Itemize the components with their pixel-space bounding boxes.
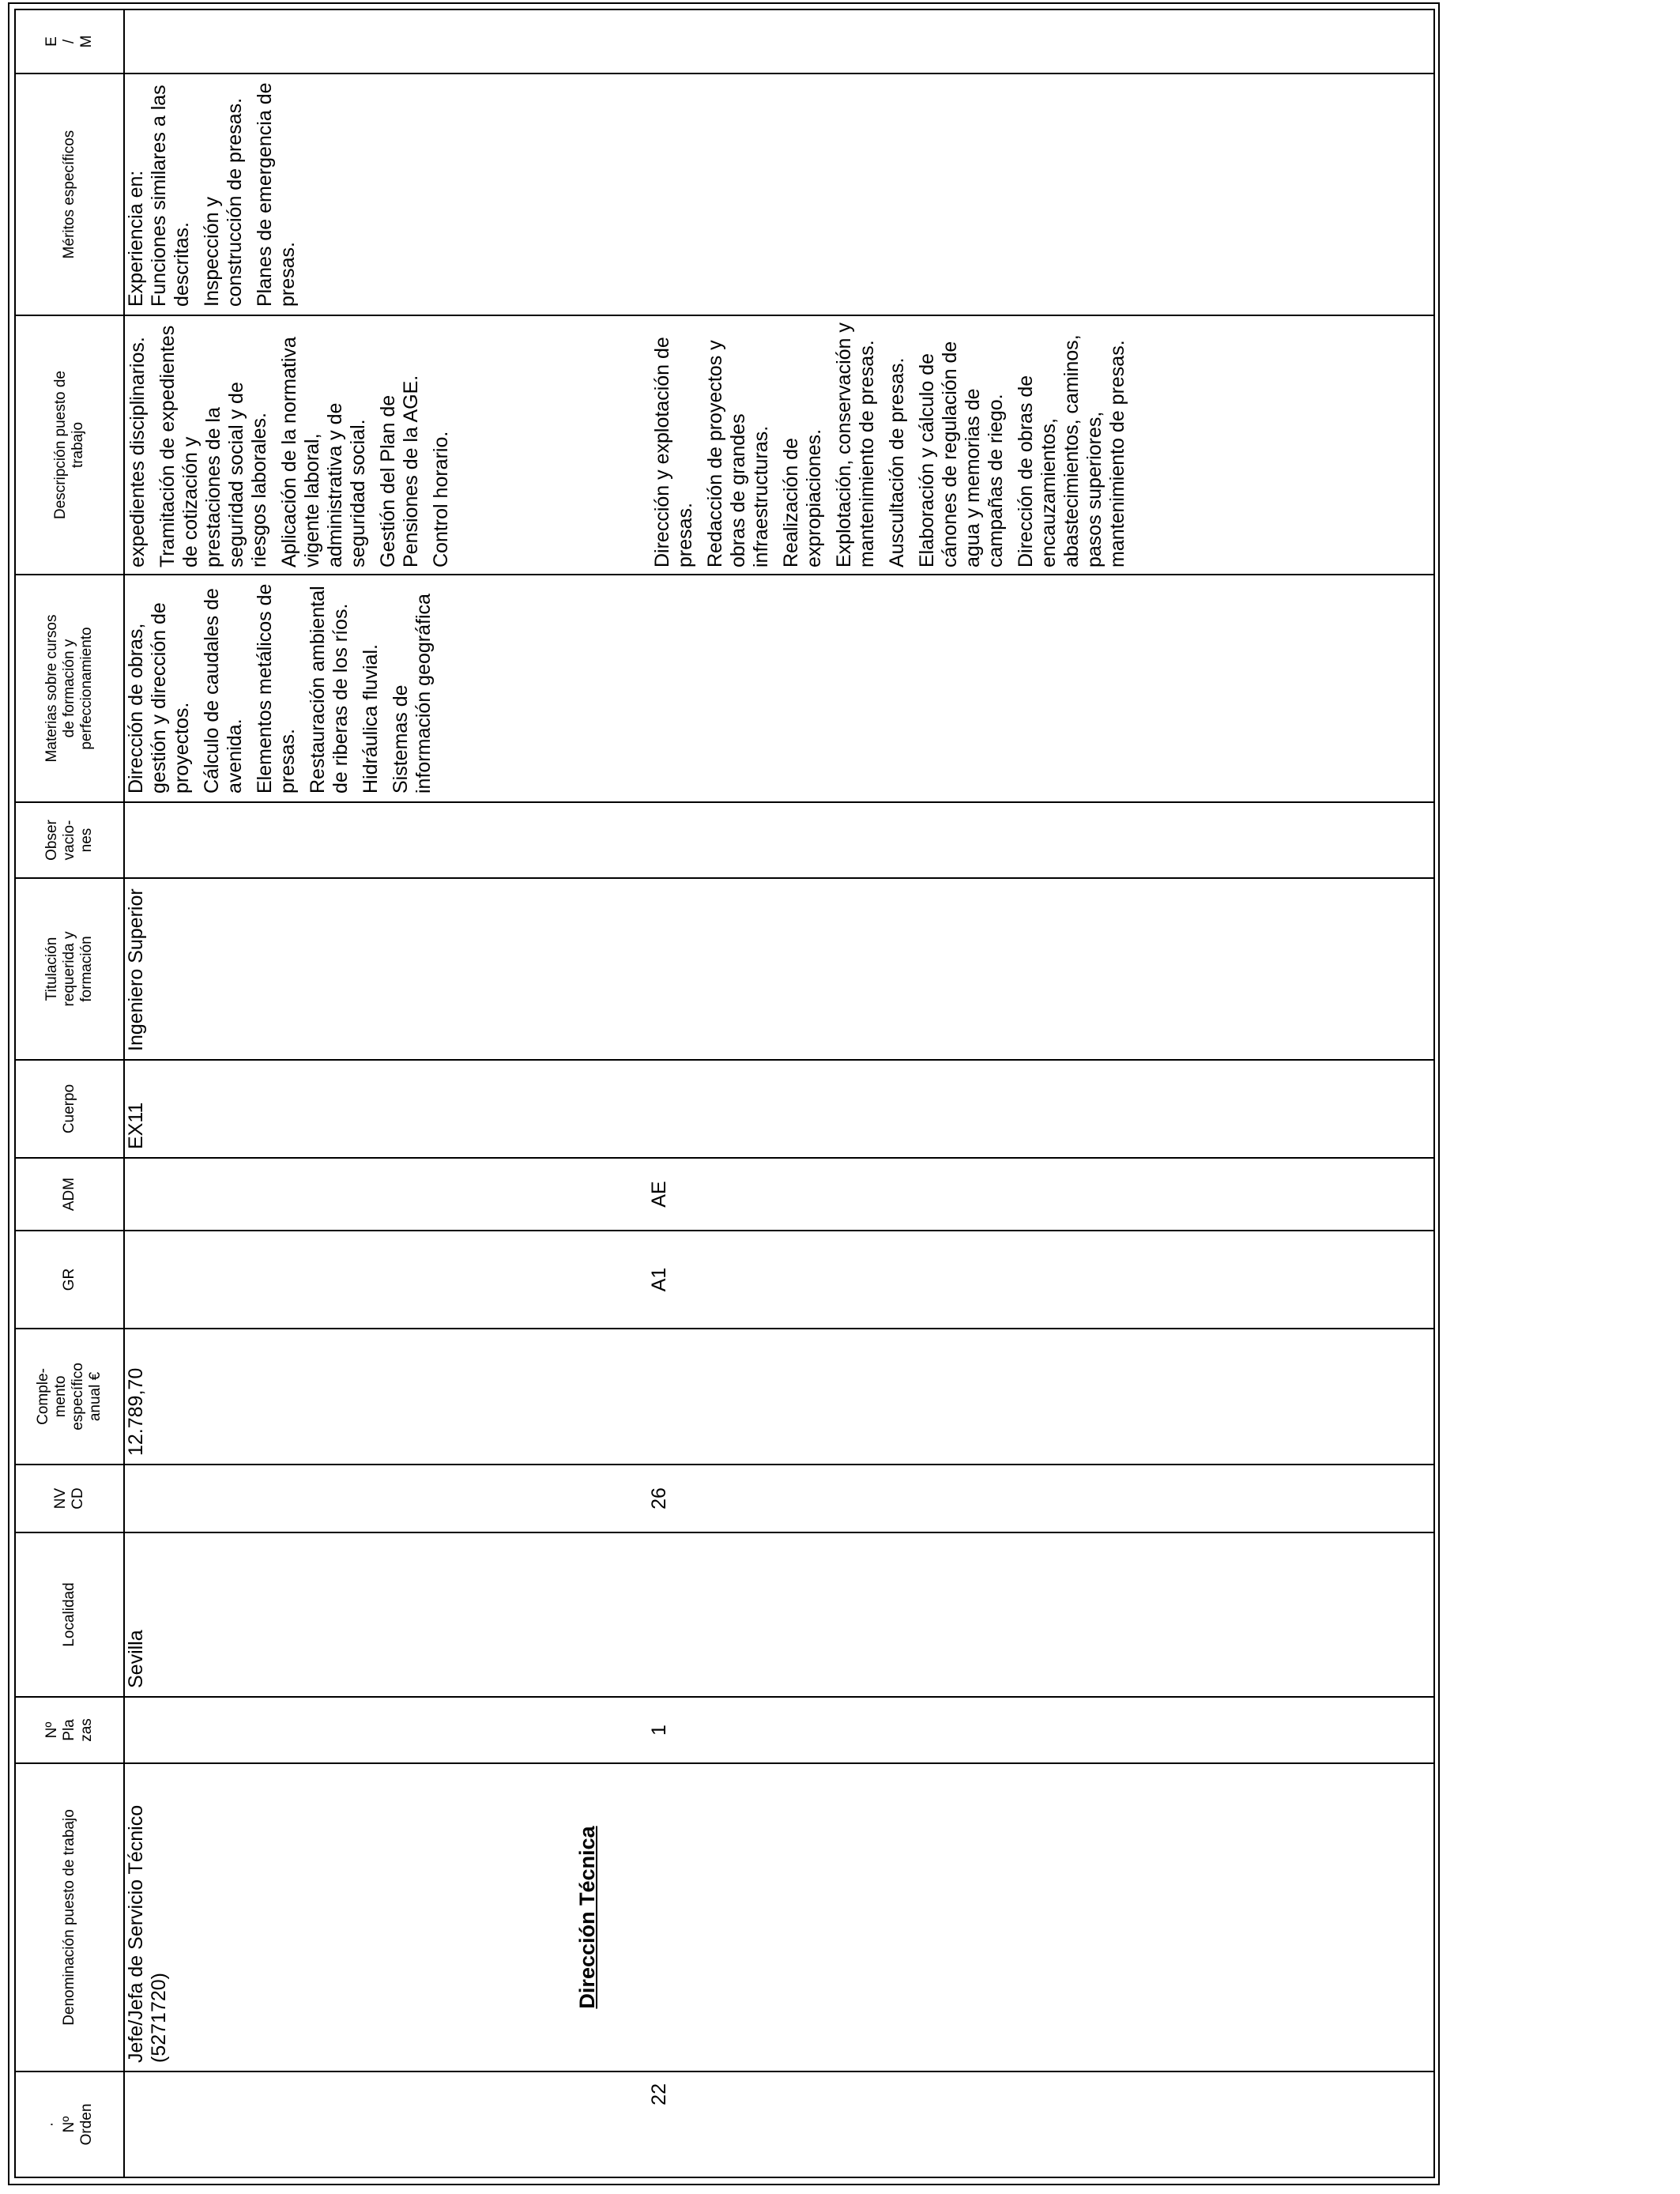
list-item: Redacción de proyectos y obras de grandes infraestructuras. <box>704 340 772 567</box>
descripcion-list <box>460 316 461 574</box>
header-cuerpo: Cuerpo <box>15 1060 124 1158</box>
header-nivel: NV CD <box>15 1465 124 1532</box>
list-item: Gestión del Plan de Pensiones de la AGE. <box>377 375 422 567</box>
position-name: Jefe/Jefa de Servicio Técnico (5271720) <box>125 1804 170 2063</box>
header-adm: ADM <box>15 1158 124 1231</box>
header-titulacion: Titulación requerida y formación <box>15 878 124 1060</box>
cell-em <box>124 9 1434 74</box>
list-item: Dirección de obras de encauzamientos, abastecimientos, caminos, pasos superiores, mantenimiento de presas. <box>1015 334 1128 567</box>
cell-cuerpo: EX11 <box>124 1060 1434 1158</box>
header-orden: · Nº Orden <box>15 2071 124 2177</box>
cell-meritos <box>124 74 1434 315</box>
list-item: Cálculo de caudales de avenida. <box>201 588 246 794</box>
cell-complemento: 12.789,70 <box>124 1329 1434 1465</box>
cell-descripcion <box>124 315 1434 575</box>
header-em: E / M <box>15 9 124 74</box>
header-denominacion: Denominación puesto de trabajo <box>15 1763 124 2071</box>
list-item: Hidráulica fluvial. <box>360 644 382 794</box>
positions-table <box>14 9 1435 2178</box>
materias-list <box>125 575 435 801</box>
cell-nivel: 26 <box>124 1465 1434 1532</box>
list-item: expedientes disciplinarios. <box>126 337 149 567</box>
list-item: Funciones similares a las descritas. <box>148 85 193 307</box>
header-meritos: Méritos específicos <box>15 74 124 315</box>
list-item: Explotación, conservación y mantenimiento de presas. <box>833 322 878 567</box>
cell-grupo: A1 <box>124 1231 1434 1329</box>
list-item: Restauración ambiental de riberas de los ríos. <box>307 586 352 794</box>
list-item: Dirección y explotación de presas. <box>651 337 696 567</box>
list-item: Dirección de obras, gestión y dirección de proyectos. <box>125 602 193 794</box>
header-plazas: Nº Pla zas <box>15 1697 124 1763</box>
cell-titulacion: Ingeniero Superior <box>124 878 1434 1060</box>
header-observaciones: Obser vacio- nes <box>15 802 124 878</box>
meritos-list <box>125 74 299 315</box>
header-descripcion: Descripción puesto de trabajo <box>15 315 124 575</box>
cell-localidad: Sevilla <box>124 1532 1434 1697</box>
table-row <box>124 9 1434 2177</box>
cell-orden: 22 <box>124 2071 1434 2177</box>
list-item: Planes de emergencia de presas. <box>254 82 299 307</box>
header-localidad: Localidad <box>15 1532 124 1697</box>
descripcion-row <box>650 316 1129 574</box>
descripcion-continuation <box>125 316 453 574</box>
header-complemento: Comple- mento específico anual € <box>15 1329 124 1465</box>
list-item: Inspección y construcción de presas. <box>201 97 246 307</box>
header-grupo: GR <box>15 1231 124 1329</box>
list-item: Elaboración y cálculo de cánones de regulación de agua y memorias de campañas de riego. <box>916 341 1007 567</box>
cell-plazas: 1 <box>124 1697 1434 1763</box>
cell-denominacion <box>124 1763 1434 2071</box>
list-item: Experiencia en: <box>125 170 147 307</box>
list-item: Sistemas de información geográfica <box>390 594 435 794</box>
cell-observaciones <box>124 802 1434 878</box>
header-materias: Materias sobre cursos de formación y perfeccionamiento <box>15 575 124 802</box>
section-title: Dirección Técnica <box>575 1826 599 2009</box>
list-item: Tramitación de expedientes de cotización y prestaciones de la seguridad social y de riesgos laborales. <box>156 325 270 567</box>
list-item: Auscultación de presas. <box>886 357 908 567</box>
header-row <box>15 9 124 2177</box>
list-item: Aplicación de la normativa vigente laboral, administrativa y de seguridad social. <box>278 337 369 567</box>
list-item: Elementos metálicos de presas. <box>254 583 299 794</box>
cell-materias <box>124 575 1434 802</box>
cell-adm: AE <box>124 1158 1434 1231</box>
list-item: Control horario. <box>430 431 452 567</box>
list-item: Realización de expropiaciones. <box>780 428 825 567</box>
